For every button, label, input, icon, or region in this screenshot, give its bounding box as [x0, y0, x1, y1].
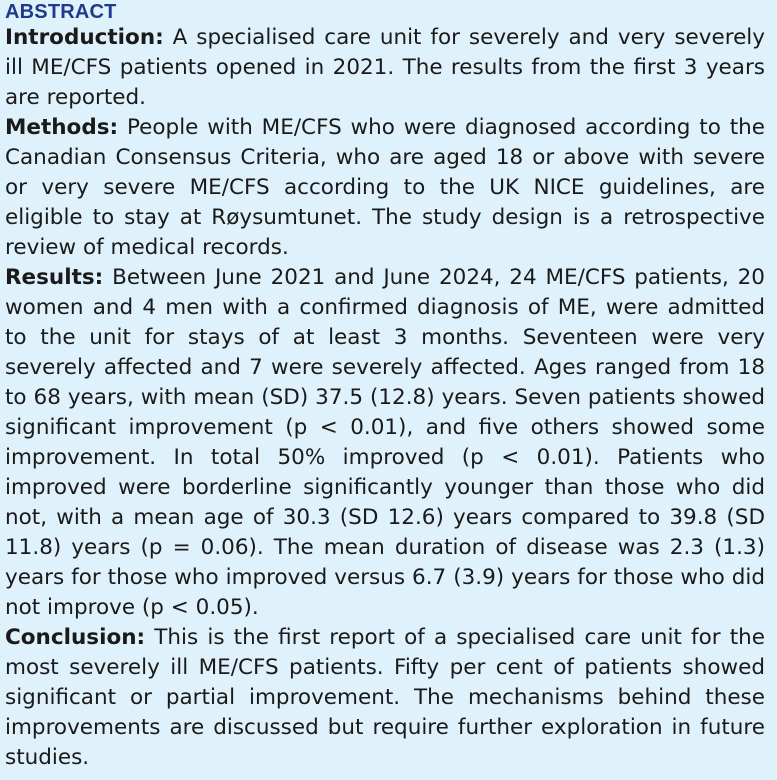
introduction-section: [5, 23, 765, 113]
results-section: [5, 263, 765, 623]
conclusion-label: Conclusion:: [5, 625, 146, 650]
abstract-heading: ABSTRACT: [5, 1, 117, 23]
introduction-text: A specialised care unit for severely and very severely ill ME/CFS patients opened in 2021. The results from the first 3 years are reported.: [5, 25, 765, 110]
methods-text: People with ME/CFS who were diagnosed according to the Canadian Consensus Criteria, who are aged 18 or above with severe or very severe ME/CFS according to the UK NICE guidelines, are eligible to stay at Røysumtunet. The study design is a retrospective review of medical records.: [5, 115, 765, 260]
methods-label: Methods:: [5, 115, 119, 140]
introduction-label: Introduction:: [5, 25, 164, 50]
methods-section: [5, 113, 765, 263]
results-text: Between June 2021 and June 2024, 24 ME/CFS patients, 20 women and 4 men with a confirmed diagnosis of ME, were admitted to the unit for stays of at least 3 months. Seventeen were very severely affected and 7 were severely affected. Ages ranged from 18 to 68 years, with mean (SD) 37.5 (12.8) years. Seven patients showed significant improvement (p < 0.01), and five others showed some improvement. In total 50% improved (p < 0.01). Patients who improved were borderline significantly younger than those who did not, with a mean age of 30.3 (SD 12.6) years compared to 39.8 (SD 11.8) years (p = 0.06). The mean duration of disease was 2.3 (1.3) years for those who improved versus 6.7 (3.9) years for those who did not improve (p < 0.05).: [5, 265, 765, 620]
conclusion-section: [5, 623, 765, 773]
results-label: Results:: [5, 265, 104, 290]
conclusion-text: This is the first report of a specialised care unit for the most severely ill ME/CFS patients. Fifty per cent of patients showed significant or partial improvement. The mechanisms behind these improvements are discussed but require further exploration in future studies.: [5, 625, 765, 770]
